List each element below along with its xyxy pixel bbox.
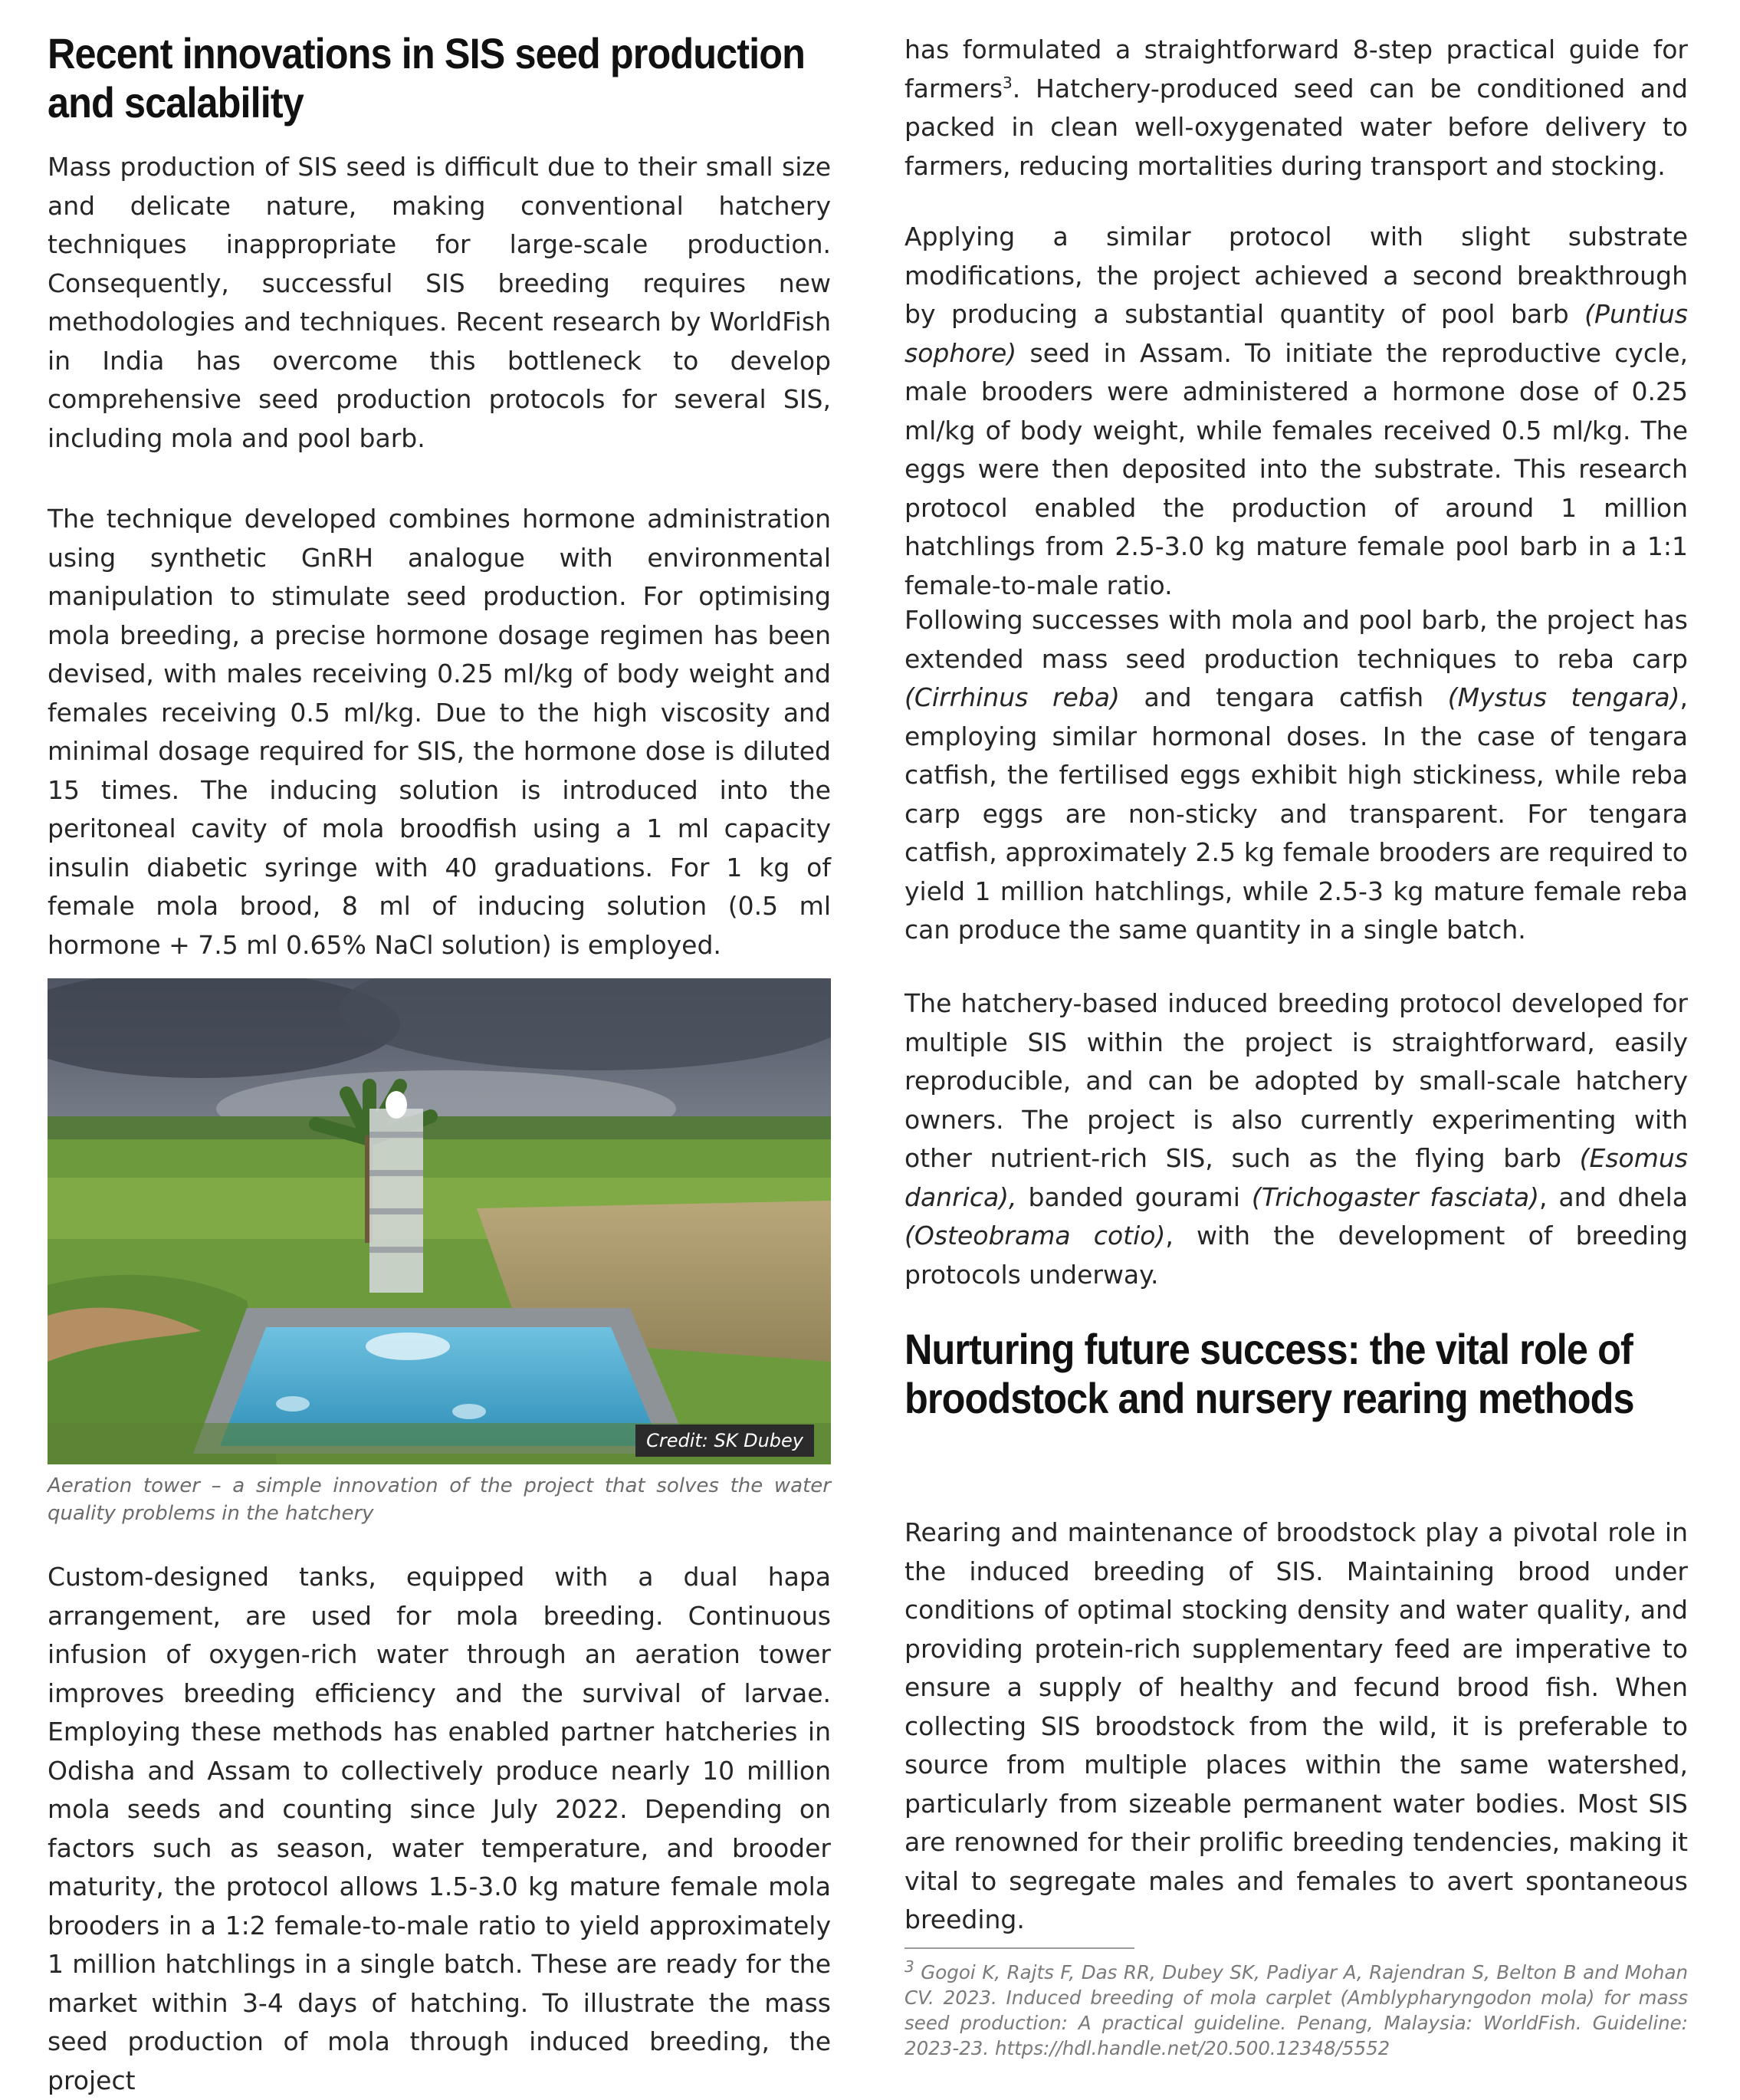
footnote: $^3$ Gogoi K, Rajts F, Das RR, Dubey SK, Padiyar A, Rajendran S, Belton B and Mohan CV. 2023. Induced breeding of mola carplet (Amblypharyngodon mola) for mass seed production: A practical guideline. Penang, Malaysia: WorldFish. Guideline: 2023-23. https://hdl.handle.net/20.500.12348/5552 (904, 1957, 1688, 2059)
paragraph-reba-tengara: Following successes with mola and pool barb, the project has extended mass seed production techniques to reba carp (Cirrhinus reba) and tengara catfish (Mystus tengara), employing similar hormonal doses. In the case of tengara catfish, the fertilised eggs exhibit high stickiness, while reba carp eggs are non-sticky and transparent. For tengara catfish, approximately 2.5 kg female brooders are required to yield 1 million hatchlings, while 2.5-3 kg mature female reba can produce the same quantity in a single batch. (904, 605, 1688, 945)
aeration-tower-photo (48, 978, 831, 1464)
footnote-ref: 3 (1003, 73, 1013, 92)
paragraph-broodstock: Rearing and maintenance of broodstock play a pivotal role in the induced breeding of SIS. Maintaining brood under conditions of optimal stocking density and water quality, and providing protein-rich supplementary feed are imperative to ensure a supply of healthy and fecund brood fish. When collecting SIS broodstock from the wild, it is preferable to source from multiple places within the same watershed, particularly from sizeable permanent water bodies. Most SIS are renowned for their prolific breeding tendencies, making it vital to segregate males and females to avert spontaneous breeding. (904, 1517, 1688, 1934)
paragraph-custom-tanks: Custom-designed tanks, equipped with a dual hapa arrangement, are used for mola breeding. Continuous infusion of oxygen-rich water through an aeration tower improves breeding efficiency and the survival of larvae. Employing these methods has enabled partner hatcheries in Odisha and Assam to collectively produce nearly 10 million mola seeds and counting since July 2022. Depending on factors such as season, water temperature, and brooder maturity, the protocol allows 1.5-3.0 kg mature female mola brooders in a 1:2 female-to-male ratio to yield approximately 1 million hatchlings in a single batch. These are ready for the market within 3-4 days of hatching. To illustrate the mass seed production of mola through induced breeding, the project (48, 1562, 831, 2095)
paragraph-pool-barb: Applying a similar protocol with slight substrate modifications, the project achieved a second breakthrough by producing a substantial quantity of pool barb (Puntius sophore) seed in Assam. To initiate the reproductive cycle, male brooders were administered a hormone dose of 0.25 ml/kg of body weight, while females received 0.5 ml/kg. The eggs were then deposited into the substrate. This research protocol enabled the production of around 1 million hatchlings from 2.5-3.0 kg mature female pool barb in a 1:1 female-to-male ratio. (904, 222, 1688, 600)
photo-caption: Aeration tower – a simple innovation of the project that solves the water quality problems in the hatchery (48, 1474, 831, 1525)
section-heading-innovations: Recent innovations in SIS seed production and scalability (48, 29, 806, 127)
paragraph-technique: The technique developed combines hormone administration using synthetic GnRH analogue with environmental manipulation to stimulate seed production. For optimising mola breeding, a precise hormone dosage regimen has been devised, with males receiving 0.25 ml/kg of body weight and females receiving 0.5 ml/kg. Due to the high viscosity and minimal dosage required for SIS, the hormone dose is diluted 15 times. The inducing solution is introduced into the peritoneal cavity of mola broodfish using a 1 ml capacity insulin diabetic syringe with 40 graduations. For 1 kg of female mola brood, 8 ml of inducing solution (0.5 ml hormone + 7.5 ml 0.65% NaCl solution) is employed. (48, 504, 831, 960)
paragraph-hatchery-protocol: The hatchery-based induced breeding protocol developed for multiple SIS within the project is straightforward, easily reproducible, and can be adopted by small-scale hatchery owners. The project is also currently experimenting with other nutrient-rich SIS, such as the flying barb (Esomus danrica), banded gourami (Trichogaster fasciata), and dhela (Osteobrama cotio), with the development of breeding protocols underway. (904, 988, 1689, 1290)
paragraph-practical-guide: has formulated a straightforward 8-step practical guide for farmers$^3$. Hatchery-produced seed can be conditioned and packed in clean well-oxygenated water before delivery to farmers, reducing mortalities during transport and stocking. (904, 35, 1688, 181)
paragraph-mass-production: Mass production of SIS seed is difficult due to their small size and delicate nature, making conventional hatchery techniques inappropriate for large-scale production. Consequently, successful SIS breeding requires new methodologies and techniques. Recent research by WorldFish in India has overcome this bottleneck to develop comprehensive seed production protocols for several SIS, including mola and pool barb. (48, 152, 831, 453)
section-heading-broodstock: Nurturing future success: the vital role of broodstock and nursery rearing methods (904, 1325, 1634, 1422)
photo-credit: Credit: SK Dubey (635, 1425, 814, 1457)
footnote-divider (904, 1947, 1134, 1949)
